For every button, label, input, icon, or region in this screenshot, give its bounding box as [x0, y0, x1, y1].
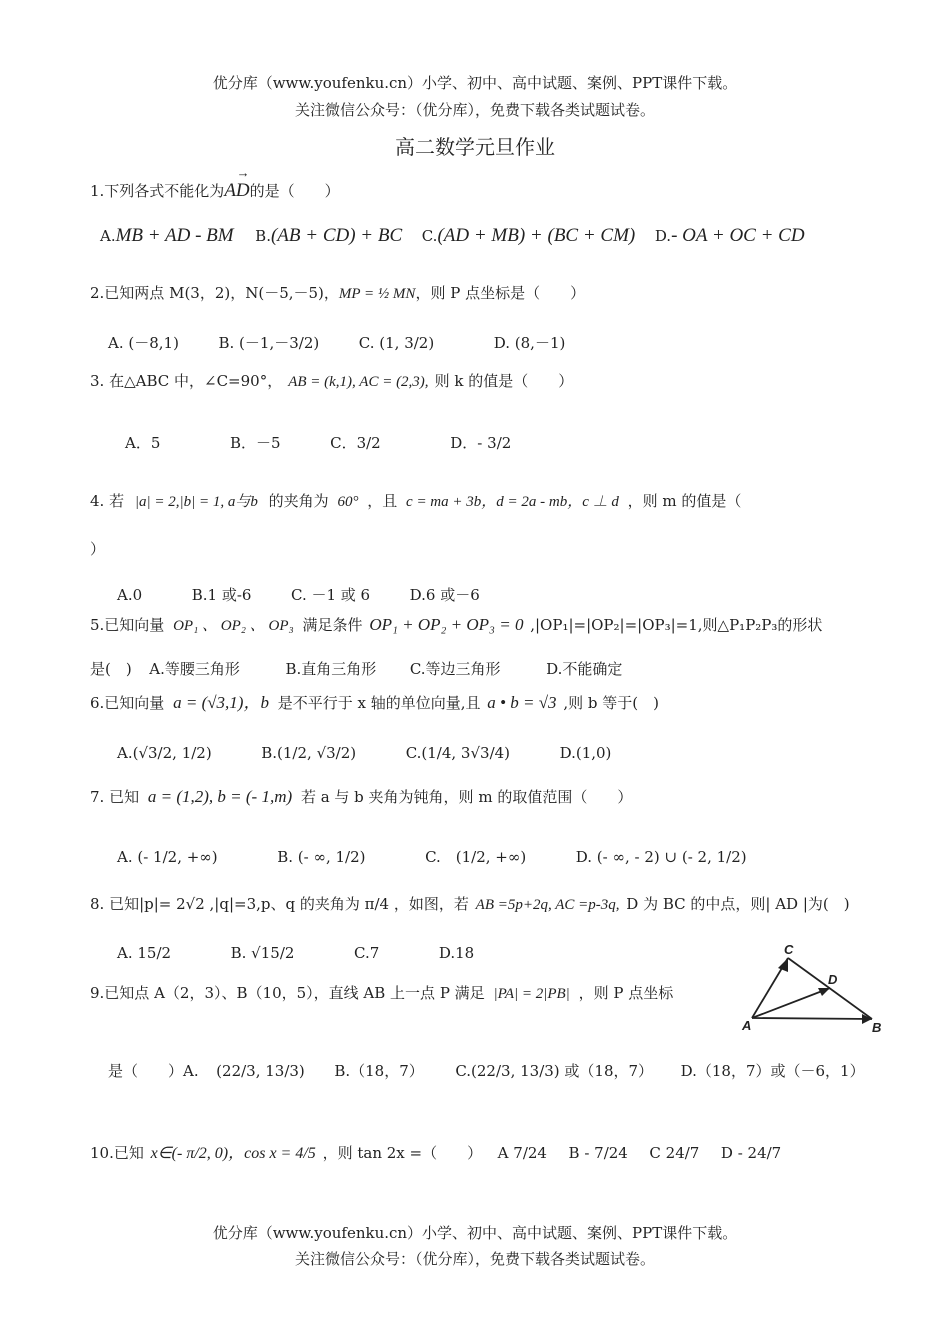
q8-option-d: D.18 [438, 944, 475, 962]
q4-wrap: ） [90, 540, 106, 558]
q9-option-c: C.(22/3, 13/3) 或（18，7） [455, 1062, 654, 1080]
q6-option-a: A.(√3/2, 1/2) [117, 744, 212, 762]
q8-option-b: B. √15/2 [230, 944, 295, 962]
q5-options: 是( ) A.等腰三角形 B.直角三角形 C.等边三角形 D.不能确定 [90, 660, 623, 678]
q1-options [100, 225, 805, 247]
q2-stem: 2.已知两点 M(3，2)，N(－5,－5)，MP = ½ MN，则 P 点坐标是（ ） [90, 284, 586, 302]
q7-option-c: C. (1/2, +∞) [425, 848, 527, 866]
q10-option-d: D - 24/7 [720, 1144, 782, 1162]
q4-option-c: C. －1 或 6 [291, 586, 371, 604]
footer-line-1: 优分库（www.youfenku.cn）小学、初中、高中试题、案例、PPT课件下载。 [212, 1224, 738, 1242]
q6-option-b: B.(1/2, √3/2) [261, 744, 357, 762]
q9-option-b: B.（18，7） [334, 1062, 424, 1080]
q4-option-a: A.0 [117, 586, 143, 604]
q2-options [108, 332, 565, 353]
q1-option-a: A.MB + AD - BM [100, 225, 234, 246]
q1-option-b: B.(AB + CD) + BC [255, 225, 403, 246]
q7-option-d: D. (- ∞, - 2) ∪ (- 2, 1/2) [575, 848, 747, 866]
q5-option-c: C.等边三角形 [409, 660, 501, 678]
q8-options [117, 944, 474, 962]
q6-options [117, 744, 611, 762]
q2-option-c: C. (1, 3/2) [358, 334, 435, 352]
label-c: C [784, 942, 794, 957]
q5-option-b: B.直角三角形 [285, 660, 377, 678]
q5-option-a: A.等腰三角形 [149, 660, 240, 678]
q10-option-a: A 7/24 [497, 1144, 547, 1162]
q3-option-c: C．3/2 [330, 434, 381, 452]
footer-line-2: 关注微信公众号：（优分库），免费下载各类试题试卷。 [294, 1250, 655, 1268]
q6-option-c: C.(1/4, 3√3/4) [405, 744, 511, 762]
q4-option-b: B.1 或-6 [191, 586, 252, 604]
q6-stem: 6.已知向量 a = (√3,1)，b 是不平行于 x 轴的单位向量,且 a • b = √3 ,则 b 等于( ) [90, 693, 659, 712]
q8-option-c: C.7 [354, 944, 380, 962]
arrow-c [778, 958, 788, 972]
q4-options [117, 584, 480, 605]
q4-option-d: D.6 或－6 [409, 586, 480, 604]
q1-stem: 1.下列各式不能化为→ AD的是（ ） [90, 180, 340, 202]
q2-option-a: A. (－8,1) [108, 334, 179, 352]
q5-option-d: D.不能确定 [546, 660, 623, 678]
q2-option-b: B. (－1,－3/2) [218, 334, 320, 352]
q3-option-b: B．－5 [229, 434, 281, 452]
header-line-1: 优分库（www.youfenku.cn）小学、初中、高中试题、案例、PPT课件下载。 [212, 74, 738, 92]
q3-options [125, 432, 511, 453]
q8-option-a: A. 15/2 [117, 944, 172, 962]
segment-ab [752, 1018, 872, 1019]
q5-stem: 5.已知向量 OP₁ 、 OP₂ 、 OP₃ 满足条件 OP₁ + OP₂ + OP₃ = 0 ,|OP₁|=|OP₂|=|OP₃|=1,则△P₁P₂P₃的形状 [90, 615, 823, 634]
label-b: B [872, 1020, 882, 1034]
q9-stem: 9.已知点 A（2，3）、B（10，5），直线 AB 上一点 P 满足 |PA| = 2|PB| ，则 P 点坐标 [90, 984, 674, 1002]
q7-option-b: B. (- ∞, 1/2) [277, 848, 366, 866]
q7-options [117, 846, 747, 867]
triangle-figure [738, 942, 890, 1034]
q7-option-a: A. (- 1/2, +∞) [117, 848, 218, 866]
q3-option-d: D．- 3/2 [450, 434, 512, 452]
q9-option-d: D.（18，7）或（－6，1） [680, 1062, 865, 1080]
q10-option-b: B - 7/24 [568, 1144, 628, 1162]
q7-stem: 7. 已知 a = (1,2), b = (- 1,m) 若 a 与 b 夹角为钝角，则 m 的取值范围（ ） [90, 787, 633, 806]
q10-stem: 10.已知 x∈(- π/2, 0)，cos x = 4/5 ，则 tan 2x =（ ） A 7/24 B - 7/24 C 24/7 D - 24/7 [90, 1144, 782, 1162]
q1-option-c: C.(AD + MB) + (BC + CM) [421, 225, 636, 246]
label-d: D [828, 972, 838, 987]
q6-option-d: D.(1,0) [559, 744, 612, 762]
q10-option-c: C 24/7 [649, 1144, 700, 1162]
page-title: 高二数学元旦作业 [395, 135, 555, 159]
q9-options: 是（ ）A. (22/3, 13/3) B.（18，7） C.(22/3, 13/3) 或（18，7） D.（18，7）或（－6，1） [108, 1062, 865, 1080]
segment-ad [752, 988, 830, 1018]
q9-option-a: (22/3, 13/3) [216, 1062, 305, 1080]
header-line-2: 关注微信公众号：（优分库），免费下载各类试题试卷。 [294, 101, 655, 119]
q1-option-d: D.- OA + OC + CD [654, 225, 805, 246]
q4-stem: 4. 若 |a| = 2,|b| = 1, a与b 的夹角为 60° ，且 c = ma + 3b，d = 2a - mb，c ⊥ d ，则 m 的值是（ [90, 492, 742, 510]
q3-stem: 3. 在△ABC 中，∠C=90°， AB = (k,1), AC = (2,3), 则 k 的值是（ ） [90, 372, 574, 390]
label-a: A [742, 1018, 752, 1033]
q8-stem: 8. 已知|p|= 2√2 ,|q|=3,p、q 的夹角为 π/4 ，如图，若 AB =5p+2q, AC =p-3q, D 为 BC 的中点，则| AD |为( ) [90, 895, 850, 913]
q2-option-d: D. (8,－1) [493, 334, 566, 352]
q3-option-a: A．5 [125, 434, 161, 452]
